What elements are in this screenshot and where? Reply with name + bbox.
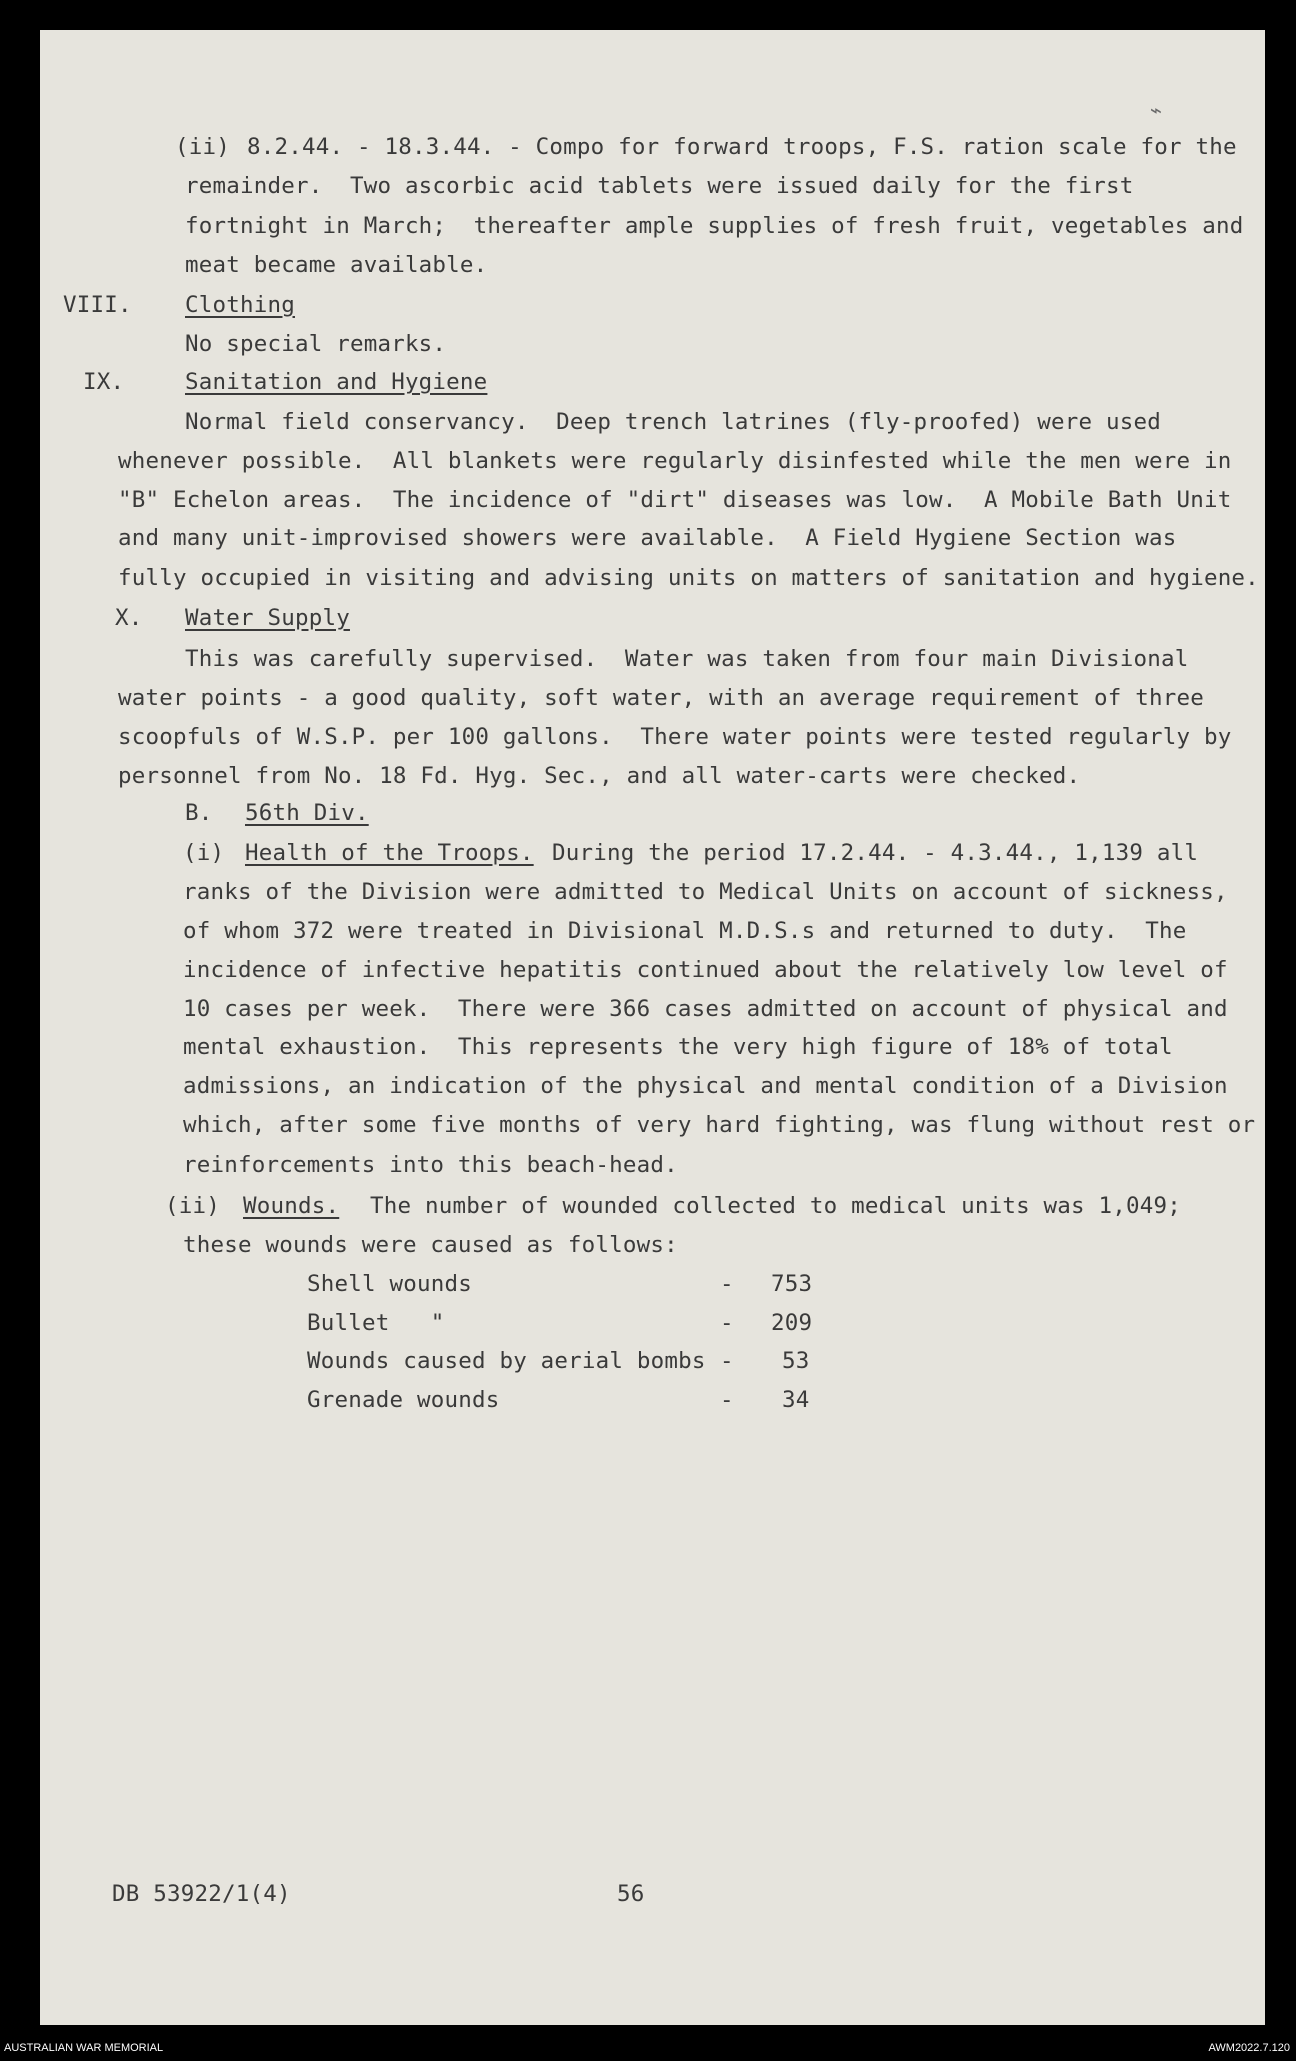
body-line: these wounds were caused as follows: xyxy=(183,1232,678,1258)
wound-count: 34 xyxy=(782,1387,810,1413)
wound-dash: - xyxy=(720,1348,734,1374)
body-line: During the period 17.2.44. - 4.3.44., 1,139 all xyxy=(552,840,1199,866)
item-heading: Health of the Troops. xyxy=(245,840,534,866)
body-line: Normal field conservancy. Deep trench latrines (fly-proofed) were used xyxy=(185,409,1161,435)
body-line: meat became available. xyxy=(185,252,488,278)
wound-type: Bullet " xyxy=(307,1310,445,1336)
body-line: mental exhaustion. This represents the very high figure of 18% of total xyxy=(183,1034,1173,1060)
body-line: scoopfuls of W.S.P. per 100 gallons. There water points were tested regularly by xyxy=(118,724,1232,750)
subsection-heading: 56th Div. xyxy=(245,800,369,826)
body-line: "B" Echelon areas. The incidence of "dirt" diseases was low. A Mobile Bath Unit xyxy=(118,487,1232,513)
wound-dash: - xyxy=(720,1387,734,1413)
document-reference: DB 53922/1(4) xyxy=(112,1881,291,1907)
body-line: ranks of the Division were admitted to Medical Units on account of sickness, xyxy=(183,879,1228,905)
item-heading: Wounds. xyxy=(243,1193,340,1219)
archive-id: AWM2022.7.120 xyxy=(1208,2042,1290,2054)
item-i-label: (i) xyxy=(183,840,225,866)
section-heading: Clothing xyxy=(185,292,295,318)
body-line: The number of wounded collected to medical units was 1,049; xyxy=(370,1193,1182,1219)
body-line: and many unit-improvised showers were available. A Field Hygiene Section was xyxy=(118,525,1177,551)
body-line: 8.2.44. - 18.3.44. - Compo for forward troops, F.S. ration scale for the xyxy=(247,134,1237,160)
body-line: incidence of infective hepatitis continued about the relatively low level of xyxy=(183,957,1228,983)
wound-count: 209 xyxy=(771,1310,813,1336)
blemish-mark: ⌁ xyxy=(1150,98,1163,122)
section-heading: Sanitation and Hygiene xyxy=(185,369,488,395)
body-line: remainder. Two ascorbic acid tablets were issued daily for the first xyxy=(185,173,1134,199)
page-number: 56 xyxy=(617,1881,645,1907)
wound-count: 53 xyxy=(782,1348,810,1374)
subsection-label: B. xyxy=(185,800,213,826)
wound-dash: - xyxy=(720,1310,734,1336)
section-number: VIII. xyxy=(63,292,132,318)
body-line: admissions, an indication of the physical and mental condition of a Division xyxy=(183,1073,1228,1099)
wound-type: Grenade wounds xyxy=(307,1387,500,1413)
body-line: fully occupied in visiting and advising units on matters of sanitation and hygiene. xyxy=(118,565,1259,591)
wound-dash: - xyxy=(720,1271,734,1297)
wound-count: 753 xyxy=(771,1271,813,1297)
item-ii-label: (ii) xyxy=(165,1193,220,1219)
body-line: fortnight in March; thereafter ample supplies of fresh fruit, vegetables and xyxy=(185,213,1244,239)
body-line: of whom 372 were treated in Divisional M.D.S.s and returned to duty. The xyxy=(183,918,1187,944)
body-line: which, after some five months of very hard fighting, was flung without rest or xyxy=(183,1112,1256,1138)
body-line: personnel from No. 18 Fd. Hyg. Sec., and all water-carts were checked. xyxy=(118,763,1081,789)
archive-credit: AUSTRALIAN WAR MEMORIAL xyxy=(4,2042,164,2054)
document-page xyxy=(40,30,1265,2025)
body-line: No special remarks. xyxy=(185,331,447,357)
section-heading: Water Supply xyxy=(185,605,350,631)
section-number: IX. xyxy=(83,369,125,395)
body-line: whenever possible. All blankets were regularly disinfested while the men were in xyxy=(118,448,1232,474)
wound-type: Wounds caused by aerial bombs xyxy=(307,1348,706,1374)
body-line: 10 cases per week. There were 366 cases admitted on account of physical and xyxy=(183,996,1228,1022)
body-line: This was carefully supervised. Water was taken from four main Divisional xyxy=(185,646,1189,672)
body-line: reinforcements into this beach-head. xyxy=(183,1152,678,1178)
item-ii-label: (ii) xyxy=(175,134,230,160)
section-number: X. xyxy=(115,605,143,631)
wound-type: Shell wounds xyxy=(307,1271,472,1297)
body-line: water points - a good quality, soft water, with an average requirement of three xyxy=(118,685,1204,711)
